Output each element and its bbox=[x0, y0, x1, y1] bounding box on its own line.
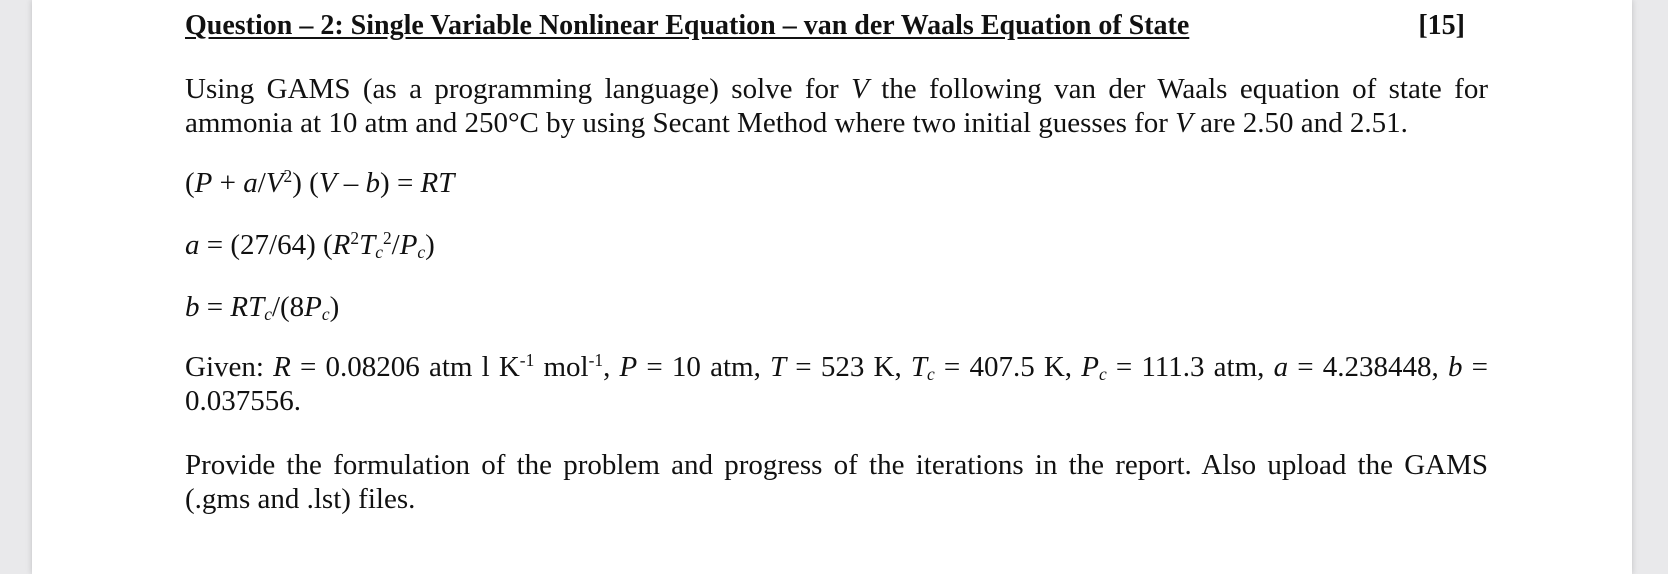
eq3-p: P bbox=[304, 291, 322, 323]
intro-paragraph bbox=[185, 72, 1488, 140]
eq1-close: ) ( bbox=[292, 167, 319, 199]
eq1-slash: / bbox=[257, 167, 266, 199]
given-pc-sub: c bbox=[1098, 364, 1107, 385]
given-pc: P bbox=[1081, 351, 1099, 383]
given-k-exp: -1 bbox=[519, 349, 535, 370]
eq2-p: P bbox=[399, 229, 418, 261]
given-label: Given: bbox=[185, 351, 274, 383]
eq1-plus: + bbox=[212, 167, 244, 199]
eq2-mid: = (27/64) ( bbox=[199, 229, 333, 261]
eq1-a: a bbox=[243, 167, 258, 199]
eq3-t-sub: c bbox=[264, 304, 272, 325]
eq1-v2: V bbox=[318, 167, 337, 199]
eq3-rt: RT bbox=[230, 291, 265, 323]
given-p: P bbox=[619, 351, 638, 383]
given-sep: , bbox=[603, 351, 620, 383]
intro-text-1: Using GAMS (as a programming language) solve for bbox=[185, 73, 852, 105]
eq2-t-square: 2 bbox=[382, 227, 392, 248]
eq3-p-sub: c bbox=[321, 304, 330, 325]
given-b-value: = 0.037556. bbox=[185, 351, 1488, 417]
eq1-equals: ) = bbox=[380, 167, 421, 199]
eq2-a: a bbox=[185, 229, 200, 261]
given-tc-sub: c bbox=[927, 364, 935, 385]
given-t-value: = 523 K, bbox=[786, 351, 911, 383]
given-p-value: = 10 atm, bbox=[637, 351, 770, 383]
eq1-p: P bbox=[194, 167, 213, 199]
intro-text-2: the following van der Waals equation of state for ammonia at 10 atm and 250°C by using Secant Method where two initial guesses for bbox=[185, 73, 1488, 139]
given-r: R bbox=[273, 351, 291, 383]
intro-var-v: V bbox=[851, 73, 869, 105]
eq1-b: b bbox=[365, 167, 381, 199]
vdw-equation bbox=[185, 166, 1488, 200]
given-r-value: = 0.08206 atm l K bbox=[290, 351, 520, 383]
eq3-b: b bbox=[185, 291, 200, 323]
eq2-end: ) bbox=[425, 229, 435, 261]
eq2-r-square: 2 bbox=[350, 227, 360, 248]
document-page bbox=[32, 0, 1632, 574]
given-tc: T bbox=[910, 351, 928, 383]
eq2-p-sub: c bbox=[417, 242, 426, 263]
question-title: Question – 2: Single Variable Nonlinear Equation – van der Waals Equation of State bbox=[185, 10, 1190, 41]
given-pc-value: = 111.3 atm, bbox=[1106, 351, 1274, 383]
eq2-t: T bbox=[359, 229, 376, 261]
given-t: T bbox=[770, 351, 787, 383]
eq1-v: V bbox=[265, 167, 284, 199]
eq2-slash: / bbox=[391, 229, 400, 261]
a-equation bbox=[185, 228, 1488, 262]
intro-text-3: are 2.50 and 2.51. bbox=[1192, 107, 1408, 139]
closing-paragraph: Provide the formulation of the problem and progress of the iterations in the report. Also upload the GAMS (.gms and .lst) files. bbox=[185, 449, 1488, 515]
eq3-equals: = bbox=[199, 291, 231, 323]
question-heading bbox=[185, 6, 1488, 46]
given-values bbox=[185, 350, 1488, 418]
given-b: b bbox=[1447, 351, 1463, 383]
intro-var-v-2: V bbox=[1175, 107, 1193, 139]
eq1-paren: ( bbox=[185, 167, 195, 199]
eq2-t-sub: c bbox=[375, 242, 383, 263]
eq3-mid: /(8 bbox=[271, 291, 305, 323]
eq2-r: R bbox=[332, 229, 351, 261]
eq3-end: ) bbox=[329, 291, 340, 323]
given-mol: mol bbox=[534, 351, 589, 383]
eq1-square: 2 bbox=[283, 165, 293, 186]
given-tc-value: = 407.5 K, bbox=[934, 351, 1082, 383]
given-a-value: = 4.238448, bbox=[1288, 351, 1448, 383]
given-a: a bbox=[1273, 351, 1289, 383]
question-marks: [15] bbox=[1418, 10, 1465, 41]
given-mol-exp: -1 bbox=[588, 349, 604, 370]
question-content bbox=[185, 6, 1488, 516]
eq1-rt: RT bbox=[420, 167, 455, 199]
eq1-minus: – bbox=[336, 167, 366, 199]
b-equation bbox=[185, 290, 1488, 324]
